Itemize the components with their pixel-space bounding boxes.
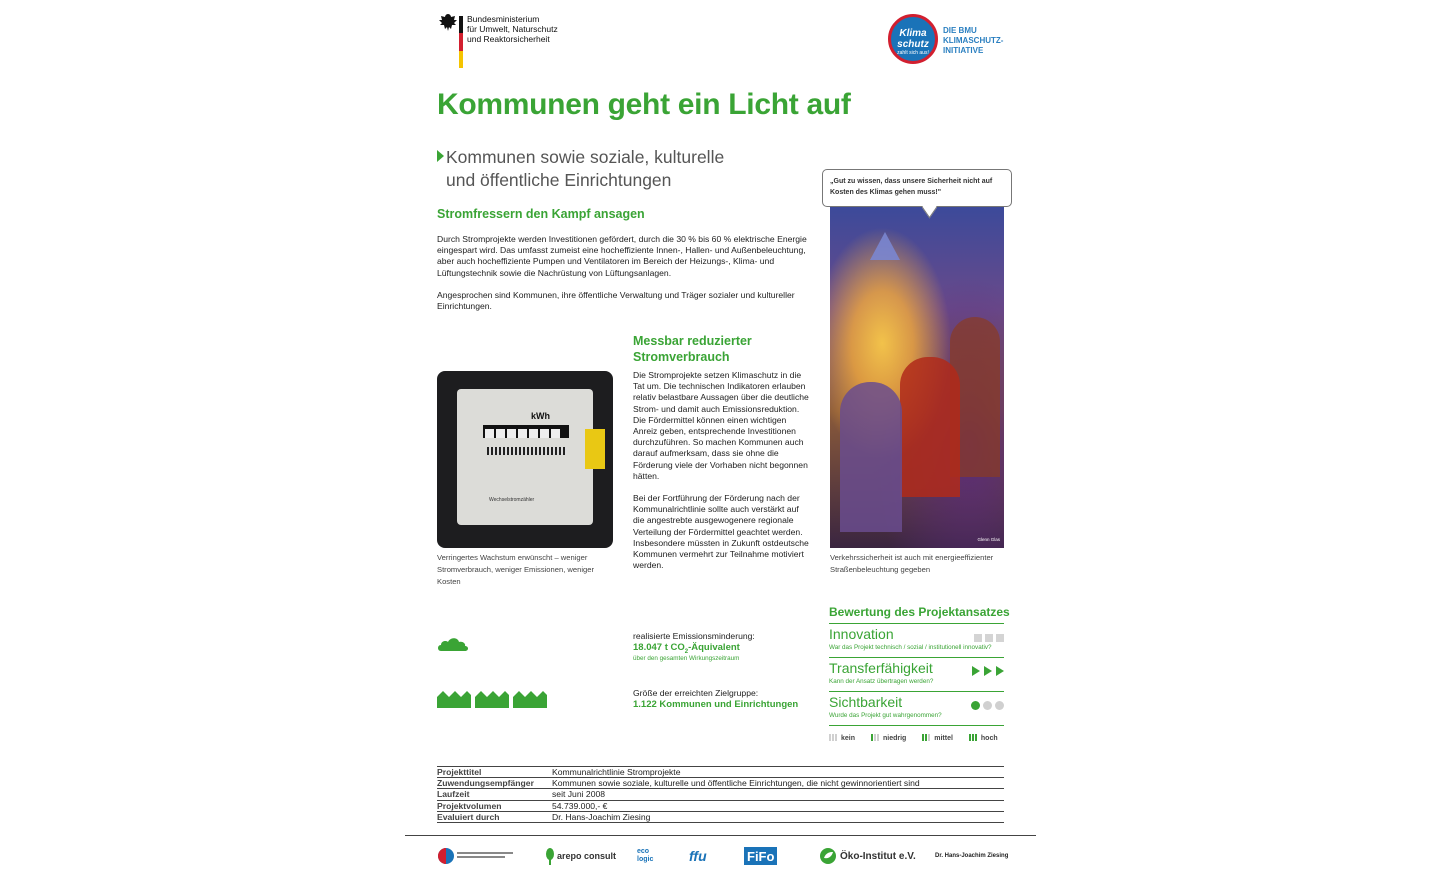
partner-logo-fifo: FiFo (744, 847, 777, 865)
info-value: seit Juni 2008 (552, 789, 1004, 800)
info-key: Projekttitel (437, 767, 552, 778)
meter-small-text: Wechselstromzähler (489, 497, 535, 503)
street-photo (830, 207, 1004, 548)
table-row (437, 811, 1004, 822)
partner-logo-ecologic: eco logic (637, 848, 654, 863)
evaluation-title: Bewertung des Projektansatzes (829, 605, 1010, 619)
badge-line-2: schutz (897, 39, 929, 50)
bars-icon (829, 734, 838, 743)
ministry-logo (437, 12, 577, 68)
evaluation-visibility (829, 691, 1004, 720)
bars-icon (871, 734, 880, 743)
ministry-line-3: und Reaktorsicherheit (467, 34, 550, 44)
evaluation-transfer (829, 657, 1004, 686)
emissions-suffix: -Äquivalent (688, 642, 740, 653)
caption-meter: Verringertes Wachstum erwünscht – weniger Stromverbrauch, weniger Emissionen, weniger Kosten (437, 553, 595, 586)
evaluation-question: War das Projekt technisch / sozial / institutionell innovativ? (829, 644, 992, 651)
evaluation-name: Transferfähigkeit (829, 660, 933, 676)
table-row (437, 778, 1004, 789)
quote-bubble: „Gut zu wissen, dass unsere Sicherheit nicht auf Kosten des Klimas gehen muss!" (822, 169, 1012, 207)
federal-eagle-icon (437, 12, 459, 34)
rating-triangles (968, 663, 1004, 681)
square-icon (985, 634, 993, 642)
partner-logo-ministry (437, 845, 515, 867)
badge-small: zahlt sich aus! (897, 50, 929, 56)
evaluation-question: Kann der Ansatz übertragen werden? (829, 678, 934, 685)
info-key: Zuwendungsempfänger (437, 778, 552, 789)
page-subtitle (437, 146, 724, 192)
rating-squares (971, 629, 1004, 647)
legend-label: niedrig (882, 735, 907, 742)
footer-divider (405, 835, 1036, 836)
houses-icon (437, 688, 547, 708)
project-info-table (437, 766, 1004, 823)
meter-seal (585, 429, 605, 469)
emissions-subscript: 2 (684, 648, 689, 655)
person-silhouette (840, 382, 902, 532)
section-heading-1: Stromfressern den Kampf ansagen (437, 207, 645, 221)
caption-photo: Verkehrssicherheit ist auch mit energieeffizienter Straßenbeleuchtung gegeben (830, 553, 994, 574)
badge-line-1: Klima (899, 28, 927, 39)
klima-text-3: INITIATIVE (943, 46, 984, 55)
partner-logo-ziesing: Dr. Hans-Joachim Ziesing (935, 853, 1009, 859)
rating-legend (829, 734, 998, 743)
info-value: Kommunen sowie soziale, kulturelle und öffentliche Einrichtungen, die nicht gewinnorientiert sind (552, 778, 1004, 789)
evaluation-name: Sichtbarkeit (829, 694, 903, 710)
legend-label: kein (841, 735, 856, 742)
dot-icon (995, 701, 1004, 710)
section-body-1 (437, 234, 809, 323)
paragraph: Angesprochen sind Kommunen, ihre öffentliche Verwaltung und Träger sozialer und kultureller Einrichtungen. (437, 289, 795, 312)
cloud-icon (437, 636, 469, 652)
meter-disk (487, 447, 567, 455)
bars-icon (969, 734, 978, 743)
page-title: Kommunen geht ein Licht auf (437, 88, 851, 121)
klimaschutz-logo (888, 14, 1018, 68)
partner-logo-oeko (819, 845, 916, 867)
partner-logo-ffu: ffu (689, 848, 707, 864)
target-group-label: Größe der erreichten Zielgruppe: (633, 688, 759, 698)
evaluation-divider (829, 725, 1004, 726)
text-lines-icon (455, 851, 515, 861)
section-body-2 (633, 370, 811, 582)
triangle-icon (972, 666, 980, 676)
photo-credit: Glenn Glas (977, 537, 1000, 542)
leaf-icon (819, 847, 837, 865)
meter-digits (483, 425, 569, 438)
subtitle-line-1: Kommunen sowie soziale, kulturelle (446, 147, 725, 167)
arrow-right-icon (437, 150, 444, 162)
triangle-icon (996, 666, 1004, 676)
meter-unit: kWh (531, 411, 550, 421)
klima-text-1: DIE BMU (943, 26, 977, 35)
rating-dots (968, 697, 1004, 715)
info-key: Evaluiert durch (437, 811, 552, 822)
evaluation-name: Innovation (829, 626, 894, 642)
info-value: Dr. Hans-Joachim Ziesing (552, 811, 1004, 822)
table-row (437, 789, 1004, 800)
meter-face (457, 389, 593, 525)
logo-text: Öko-Institut e.V. (840, 850, 916, 862)
traffic-sign (870, 232, 900, 260)
table-row (437, 767, 1004, 778)
evaluation-question: Wurde das Projekt gut wahrgenommen? (829, 712, 942, 719)
partner-logo-arepo (545, 845, 616, 867)
evaluation-innovation (829, 623, 1004, 652)
subtitle-line-2: und öffentliche Einrichtungen (446, 170, 672, 190)
logo-text: arepo consult (557, 851, 617, 861)
target-group-value: 1.122 Kommunen und Einrichtungen (633, 699, 799, 710)
ministry-line-2: für Umwelt, Naturschutz (467, 24, 558, 34)
ministry-line-1: Bundesministerium (467, 14, 540, 24)
bars-icon (922, 734, 931, 743)
square-icon (974, 634, 982, 642)
klima-text-2: KLIMASCHUTZ- (943, 36, 1004, 45)
paragraph: Bei der Fortführung der Förderung nach der Kommunalrichtlinie sollte auch verstärkt auf die angestrebte ausgewogenere regionale Verteilung der Fördermittel geachtet werden. Insbesondere müssten in Zukunft ostdeutsche Kommunen vermehrt zur Teilnahme motiviert werden. (633, 493, 809, 571)
square-icon (996, 634, 1004, 642)
info-value: 54.739.000,- € (552, 800, 1004, 811)
triangle-icon (984, 666, 992, 676)
paragraph: Durch Stromprojekte werden Investitionen gefördert, durch die 30 % bis 60 % elektrische Energie eingespart wird. Das umfasst zumeist eine hocheffiziente Innen-, Hallen- und Außenbeleuchtung, aber auch hocheffiziente Pumpen und Ventilatoren im Bereich der Heizungs-, Klima- und Lüftungstechnik sowie die Nachrüstung von Lüftungsanlagen. (437, 234, 807, 278)
person-silhouette (900, 357, 960, 497)
legend-label: hoch (980, 735, 998, 742)
circle-logo-icon (437, 847, 455, 865)
section-heading-2: Messbar reduzierter Stromverbrauch (633, 334, 752, 364)
emissions-note: über den gesamten Wirkungszeitraum (633, 655, 740, 662)
info-value: Kommunalrichtlinie Stromprojekte (552, 767, 1004, 778)
paragraph: Die Stromprojekte setzen Klimaschutz in die Tat um. Die technischen Indikatoren erlauben relativ belastbare Aussagen über die deutliche Strom- und damit auch Emissionsreduktion. Die Fördermittel können einen wichtigen Anreiz geben, entsprechende Investitionen durchzuführen. So machen Kommunen auch darauf aufmerksam, dass sie ohne die Förderung viele der Vorhaben nicht begonnen hätten. (633, 370, 809, 481)
dot-icon (983, 701, 992, 710)
klimaschutz-badge (888, 14, 938, 64)
info-key: Laufzeit (437, 789, 552, 800)
leaf-icon (545, 847, 555, 865)
electricity-meter-image (437, 371, 613, 548)
emissions-label: realisierte Emissionsminderung: (633, 631, 755, 641)
table-row (437, 800, 1004, 811)
legend-label: mittel (934, 735, 953, 742)
partner-logos (437, 845, 1009, 867)
emissions-amount: 18.047 t CO (633, 642, 685, 653)
german-flag-stripe (459, 16, 463, 68)
info-key: Projektvolumen (437, 800, 552, 811)
dot-icon (971, 701, 980, 710)
